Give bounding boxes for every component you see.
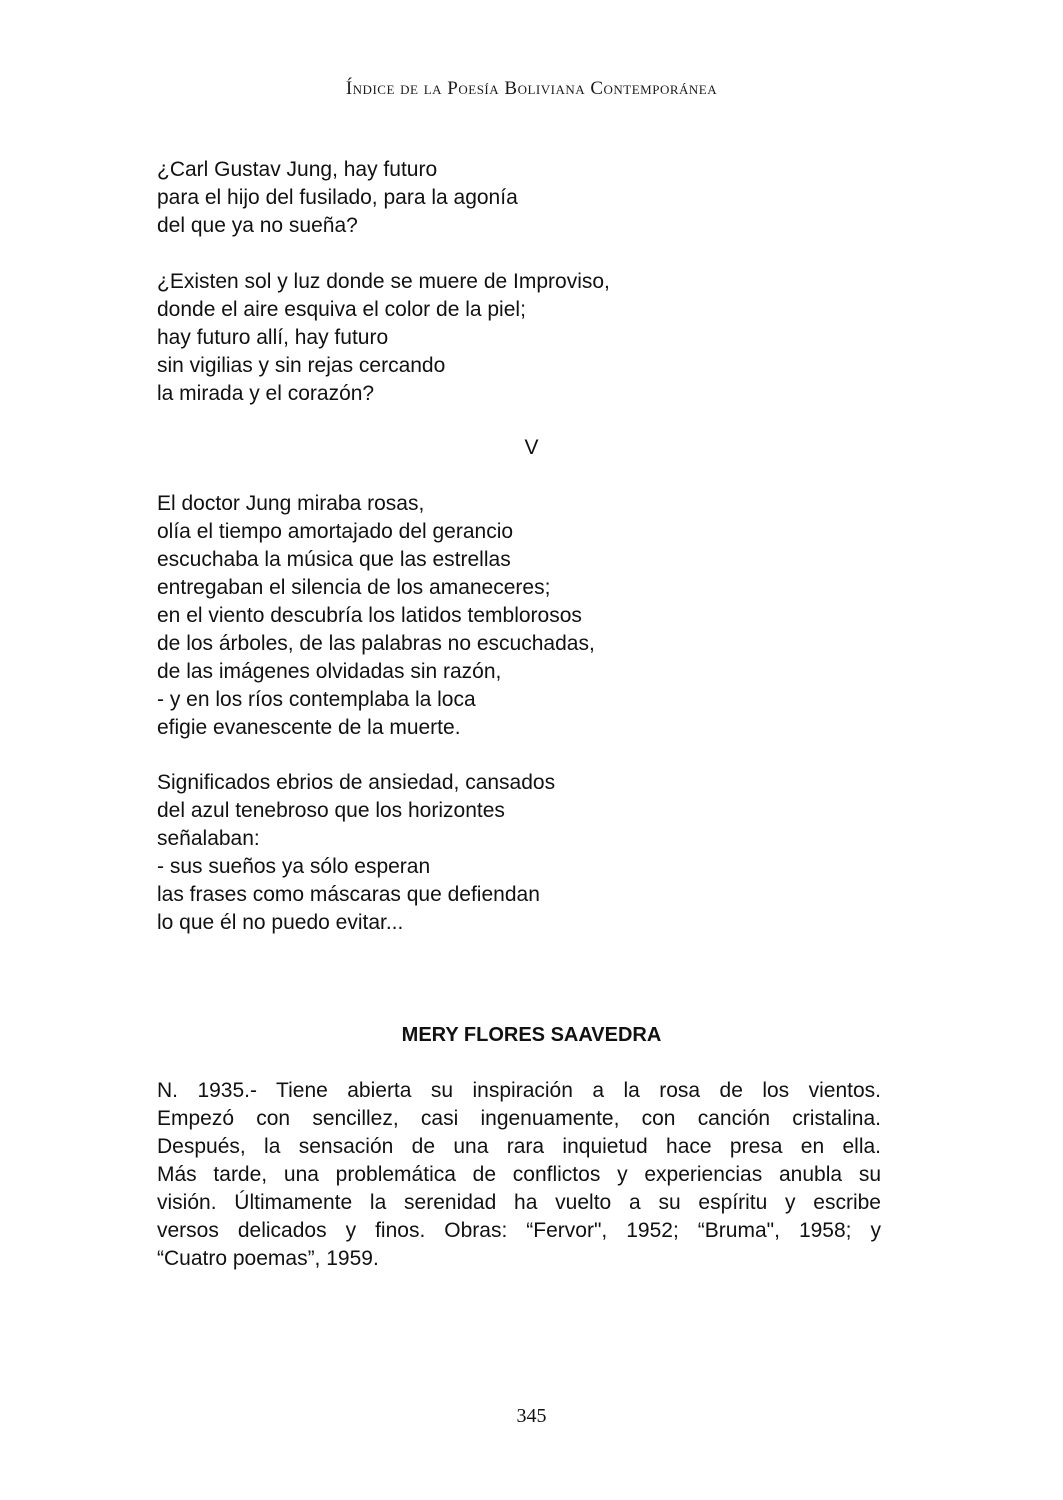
- poem-line: ¿Existen sol y luz donde se muere de Improviso,: [157, 270, 610, 293]
- poem-line: Significados ebrios de ansiedad, cansados: [157, 771, 556, 794]
- poem-line: sin vigilias y sin rejas cercando: [157, 354, 446, 377]
- poem-line: entregaban el silencia de los amaneceres;: [157, 576, 551, 599]
- poem-line: en el viento descubría los latidos temblorosos: [157, 604, 582, 627]
- bio-line: Después, la sensación de una rara inquietud hace presa en ella.: [157, 1135, 881, 1158]
- bio-line: N. 1935.- Tiene abierta su inspiración a la rosa de los vientos.: [157, 1079, 881, 1102]
- poem-line: de las imágenes olvidadas sin razón,: [157, 660, 502, 683]
- bio-line: visión. Últimamente la serenidad ha vuelto a su espíritu y escribe: [157, 1191, 881, 1214]
- running-header: Índice de la Poesía Boliviana Contemporánea: [345, 78, 718, 99]
- poem-line: olía el tiempo amortajado del gerancio: [157, 520, 514, 543]
- poem-stanza: [157, 769, 917, 937]
- poem-line: lo que él no puedo evitar...: [157, 911, 404, 934]
- bio-line: Más tarde, una problemática de conflictos y experiencias anubla su: [157, 1163, 881, 1186]
- poem-line: señalaban:: [157, 827, 260, 850]
- bio-line: Empezó con sencillez, casi ingenuamente, con canción cristalina.: [157, 1107, 881, 1130]
- bio-line: “Cuatro poemas”, 1959.: [157, 1247, 379, 1270]
- poem-line: hay futuro allí, hay futuro: [157, 326, 389, 349]
- author-name-heading: MERY FLORES SAAVEDRA: [401, 1024, 662, 1046]
- poem-line: las frases como máscaras que defiendan: [157, 883, 540, 906]
- poem-line: del azul tenebroso que los horizontes: [157, 799, 505, 822]
- author-biography: [157, 1077, 881, 1273]
- poem-line: ¿Carl Gustav Jung, hay futuro: [157, 158, 438, 181]
- bio-line: versos delicados y finos. Obras: “Fervor", 1952; “Bruma", 1958; y: [157, 1219, 881, 1242]
- poem-stanza: [157, 490, 917, 742]
- poem-line: la mirada y el corazón?: [157, 382, 375, 405]
- poem-line: donde el aire esquiva el color de la piel;: [157, 298, 526, 321]
- poem-line: de los árboles, de las palabras no escuchadas,: [157, 632, 595, 655]
- poem-line: efigie evanescente de la muerte.: [157, 716, 461, 739]
- section-numeral: V: [524, 436, 539, 459]
- poem-line: El doctor Jung miraba rosas,: [157, 492, 425, 515]
- poem-line: para el hijo del fusilado, para la agonía: [157, 186, 518, 209]
- poem-line: del que ya no sueña?: [157, 214, 358, 237]
- poem-stanza: [157, 268, 917, 408]
- poem-line: - y en los ríos contemplaba la loca: [157, 688, 476, 711]
- poem-line: escuchaba la música que las estrellas: [157, 548, 511, 571]
- poem-stanza: [157, 156, 917, 240]
- poem-line: - sus sueños ya sólo esperan: [157, 855, 431, 878]
- page-number: 345: [516, 1405, 547, 1427]
